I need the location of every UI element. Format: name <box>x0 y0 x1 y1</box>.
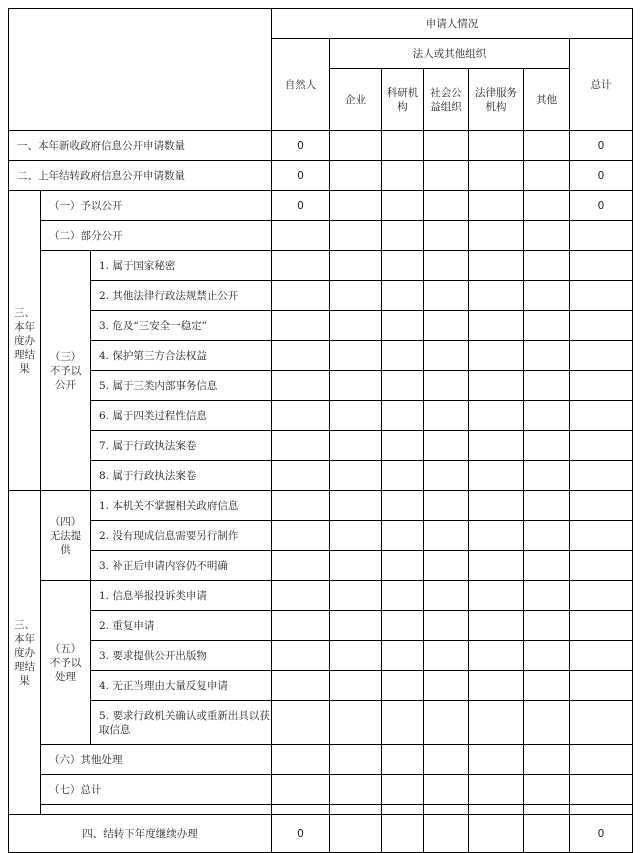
row-label: 3. 要求提供公开出版物 <box>91 641 272 671</box>
table-row <box>9 521 633 551</box>
section3-label: 三、本年度办理结果 <box>9 191 41 491</box>
total-value: 0 <box>570 161 633 191</box>
table-row <box>9 745 633 775</box>
row-label: 5. 属于三类内部事务信息 <box>91 371 272 401</box>
row-label: （一）予以公开 <box>41 191 272 221</box>
table-row <box>9 341 633 371</box>
table-row-spacer <box>9 805 633 815</box>
row-label: 3. 危及“三安全一稳定” <box>91 311 272 341</box>
row-label: 1. 信息举报投诉类申请 <box>91 581 272 611</box>
row-label: 2. 没有现成信息需要另行制作 <box>91 521 272 551</box>
info-disclosure-table <box>8 8 633 853</box>
row-label: 3. 补正后申请内容仍不明确 <box>91 551 272 581</box>
header-blank <box>9 9 272 131</box>
enterprise-header: 企业 <box>330 69 382 131</box>
table-row <box>9 815 633 853</box>
table-row <box>9 775 633 805</box>
total-value: 0 <box>570 815 633 853</box>
row-label: 6. 属于四类过程性信息 <box>91 401 272 431</box>
table-row <box>9 431 633 461</box>
row-label: 7. 属于行政执法案卷 <box>91 431 272 461</box>
not-public-label: （三）不予以公开 <box>41 251 91 491</box>
research-header: 科研机构 <box>382 69 424 131</box>
row-label: 5. 要求行政机关确认或重新出具以获取信息 <box>91 701 272 745</box>
table-row <box>9 671 633 701</box>
natural-person-header: 自然人 <box>272 39 330 131</box>
table-row <box>9 191 633 221</box>
row-label: 四、结转下年度继续办理 <box>9 815 272 853</box>
natural-value: 0 <box>272 131 330 161</box>
table-row <box>9 251 633 281</box>
social-welfare-header: 社会公益组织 <box>424 69 469 131</box>
row-label: 4. 无正当理由大量反复申请 <box>91 671 272 701</box>
table-row <box>9 131 633 161</box>
row-label: 二、上年结转政府信息公开申请数量 <box>9 161 272 191</box>
row-label: （六）其他处理 <box>41 745 272 775</box>
row-label: 8. 属于行政执法案卷 <box>91 461 272 491</box>
row-label: 2. 重复申请 <box>91 611 272 641</box>
table-row <box>9 161 633 191</box>
row-label: 4. 保护第三方合法权益 <box>91 341 272 371</box>
table-row <box>9 701 633 745</box>
natural-value: 0 <box>272 815 330 853</box>
not-processed-label: （五）不予以处理 <box>41 581 91 745</box>
row-label: （二）部分公开 <box>41 221 272 251</box>
legal-entity-header: 法人或其他组织 <box>330 39 570 69</box>
table-row <box>9 491 633 521</box>
table-row <box>9 581 633 611</box>
row-label: 一、本年新收政府信息公开申请数量 <box>9 131 272 161</box>
table-row <box>9 371 633 401</box>
section3-label-continued: 三、本年度办理结果 <box>9 491 41 815</box>
natural-value: 0 <box>272 161 330 191</box>
total-value: 0 <box>570 191 633 221</box>
table-row <box>9 311 633 341</box>
row-label: （七）总计 <box>41 775 272 805</box>
table-row <box>9 551 633 581</box>
table-row <box>9 401 633 431</box>
row-label: 1. 属于国家秘密 <box>91 251 272 281</box>
table-row <box>9 461 633 491</box>
table-row <box>9 281 633 311</box>
row-label: 2. 其他法律行政法规禁止公开 <box>91 281 272 311</box>
table-row <box>9 641 633 671</box>
total-value: 0 <box>570 131 633 161</box>
natural-value: 0 <box>272 191 330 221</box>
cannot-provide-label: （四）无法提供 <box>41 491 91 581</box>
legal-service-header: 法律服务机构 <box>469 69 524 131</box>
total-header: 总计 <box>570 39 633 131</box>
row-label: 1. 本机关不掌握相关政府信息 <box>91 491 272 521</box>
table-row <box>9 611 633 641</box>
other-header: 其他 <box>524 69 570 131</box>
table-row <box>9 221 633 251</box>
applicant-header: 申请人情况 <box>272 9 633 39</box>
